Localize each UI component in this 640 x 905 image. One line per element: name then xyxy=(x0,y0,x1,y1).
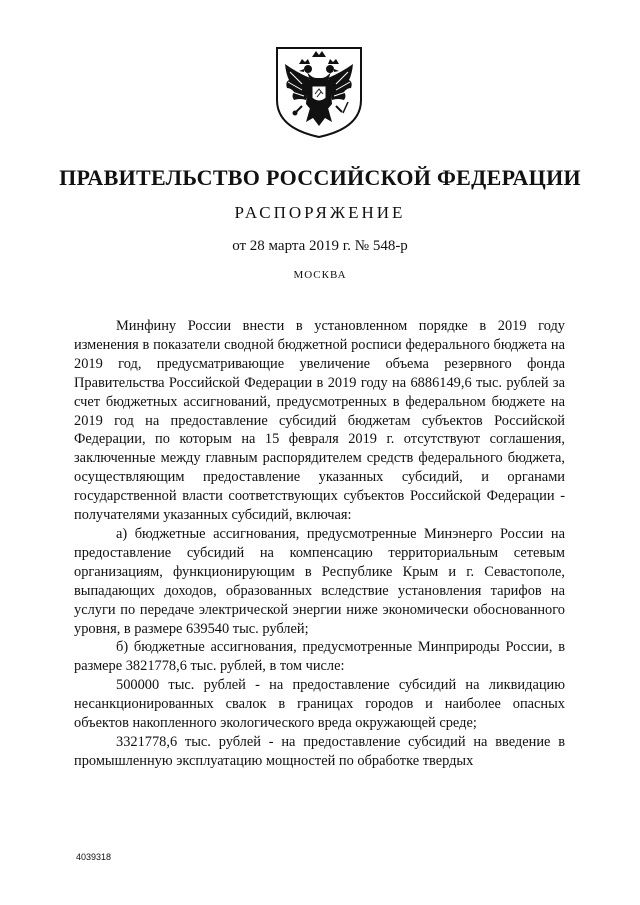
coat-of-arms-icon xyxy=(272,42,366,140)
document-city: МОСКВА xyxy=(293,269,347,281)
paragraph: а) бюджетные ассигнования, предусмотренные Минэнерго России на предоставление субсидий на компенсацию территориальным сетевым организациям, функционирующим в Республике Крым и г. Севастополе, выпадающих доходов, образованных вследствие установления тарифов на услуги по передаче электрической энергии ниже экономически обоснованного уровня, в размере 639540 тыс. рублей; xyxy=(74,525,565,637)
paragraph: 500000 тыс. рублей - на предоставление субсидий на ликвидацию несанкционированных свалок в границах городов и наиболее опасных объектов накопленного экологического вреда окружающей среде; xyxy=(74,677,565,732)
footer-document-code: 4039318 xyxy=(76,852,112,862)
document-date-number: от 28 марта 2019 г. № 548-р xyxy=(232,238,408,254)
document-body xyxy=(74,317,565,771)
document-type: РАСПОРЯЖЕНИЕ xyxy=(234,203,406,222)
paragraph: б) бюджетные ассигнования, предусмотренные Минприроды России, в размере 3821778,6 тыс. рублей, в том числе: xyxy=(74,639,565,675)
paragraph: Минфину России внести в установленном порядке в 2019 году изменения в показатели сводной бюджетной росписи федерального бюджета на 2019 год, предусматривающие увеличение объема резервного фонда Правительства Российской Федерации в 2019 году на 6886149,6 тыс. рублей за счет бюджетных ассигнований, предусмотренных в федеральном бюджете на 2019 год на предоставление субсидий бюджетам субъектов Российской Федерации, по которым на 15 февраля 2019 г. отсутствуют соглашения, заключенные между главным распорядителем средств федерального бюджета, осуществляющим предоставление указанных субсидий, и органами государственной власти соответствующих субъектов Российской Федерации - получателями указанных субсидий, включая: xyxy=(74,318,565,524)
government-title: ПРАВИТЕЛЬСТВО РОССИЙСКОЙ ФЕДЕРАЦИИ xyxy=(59,165,581,190)
paragraph: 3321778,6 тыс. рублей - на предоставление субсидий на введение в промышленную эксплуатацию мощностей по обработке твердых xyxy=(74,733,565,769)
